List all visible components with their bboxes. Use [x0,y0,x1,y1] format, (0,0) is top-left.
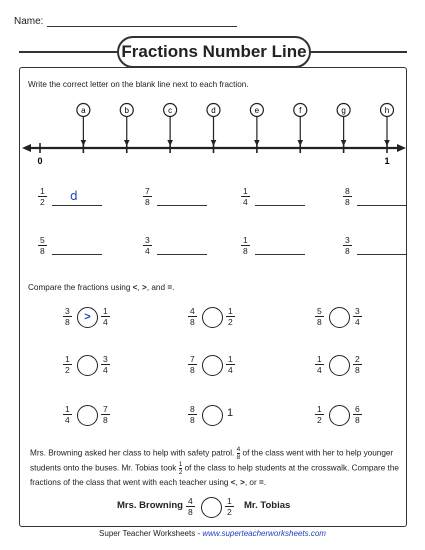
answer-blank[interactable] [255,253,305,255]
name-row [14,16,237,27]
numerator: 1 [103,306,108,316]
numerator: 4 [236,446,241,453]
arrowhead-icon [124,140,130,146]
equals-symbol: = [167,283,173,292]
arrowhead-icon [341,140,347,146]
fraction-item [241,235,250,256]
numerator: 3 [65,306,70,316]
word-problem [30,446,400,489]
answer-blank[interactable] [357,253,407,255]
arrowhead-icon [384,140,390,146]
denominator: 4 [355,317,360,327]
left-fraction [315,354,324,375]
denominator: 4 [317,365,322,375]
numerator: 4 [190,306,195,316]
letter-label-a: a [81,106,86,115]
denominator: 2 [228,317,233,327]
denominator: 8 [355,415,360,425]
numerator: 5 [317,306,322,316]
period: . [172,283,175,292]
label-zero: 0 [37,156,43,166]
denominator: 8 [190,415,195,425]
denominator: 8 [190,365,195,375]
numerator: 1 [243,186,248,196]
answer-blank[interactable] [255,204,305,206]
compare-circle[interactable] [77,405,98,426]
compare-circle[interactable] [202,405,223,426]
compare-circle[interactable] [202,307,223,328]
part1-instruction: Write the correct letter on the blank line next to each fraction. [28,80,249,89]
footer-link[interactable]: www.superteacherworksheets.com [202,529,326,538]
numerator: 5 [40,235,45,245]
left-fraction [63,404,72,425]
arrowhead-icon [297,140,303,146]
worksheet-title: Fractions Number Line [117,36,311,68]
answer-blank[interactable] [52,253,102,255]
numerator: 4 [188,496,193,506]
numerator: 3 [345,235,350,245]
denominator: 2 [178,469,183,476]
numerator: 7 [145,186,150,196]
right-fraction [226,354,235,375]
letter-label-c: c [168,106,173,115]
answer-blank[interactable] [52,204,102,206]
fraction-item [241,186,250,207]
numerator: 1 [178,461,183,468]
left-fraction [315,404,324,425]
numerator: 1 [65,354,70,364]
denominator: 8 [65,317,70,327]
letter-label-h: h [384,106,390,115]
numerator: 1 [65,404,70,414]
denominator: 4 [103,365,108,375]
footer-brand: Super Teacher Worksheets - [99,529,203,538]
denominator: 4 [145,246,150,256]
compare-circle[interactable] [202,355,223,376]
mr-tobias-label: Mr. Tobias [244,500,291,511]
right-fraction [101,404,110,425]
letter-label-g: g [341,106,346,115]
denominator: 8 [190,317,195,327]
part2-instruction [28,283,174,292]
denominator: 4 [243,197,248,207]
right-fraction [101,354,110,375]
arrowhead-icon [211,140,217,146]
fraction-four-eighths [237,446,241,461]
separator: , or [244,478,259,487]
letter-label-d: d [211,106,216,115]
footer [0,529,425,538]
denominator: 2 [317,415,322,425]
letter-label-b: b [124,106,129,115]
less-than-symbol: < [230,478,236,487]
left-fraction [188,306,197,327]
name-field[interactable] [47,16,237,27]
numerator: 7 [190,354,195,364]
left-fraction [188,354,197,375]
numerator: 6 [355,404,360,414]
denominator: 8 [317,317,322,327]
left-arrow-icon [22,144,31,152]
separator: , [137,283,143,292]
tobias-fraction [225,496,234,517]
denominator: 8 [345,246,350,256]
letter-label-f: f [299,106,302,115]
fraction-one-half [179,461,183,476]
answer-circle[interactable] [201,497,222,518]
left-fraction [188,404,197,425]
denominator: 8 [355,365,360,375]
answer-blank[interactable] [357,204,407,206]
denominator: 8 [188,507,193,517]
fraction-item [143,186,152,207]
denominator: 2 [65,365,70,375]
label-one: 1 [384,156,390,166]
separator: , [235,478,241,487]
browning-fraction [186,496,195,517]
arrowhead-icon [254,140,260,146]
equals-symbol: = [258,478,264,487]
part2-instruction-text: Compare the fractions using [28,283,133,292]
period: . [263,478,267,487]
numerator: 1 [228,354,233,364]
letter-label-e: e [254,106,260,115]
denominator: 2 [227,507,232,517]
numerator: 2 [355,354,360,364]
fraction-item [343,235,352,256]
denominator: 8 [40,246,45,256]
numerator: 3 [103,354,108,364]
numerator: 1 [40,186,45,196]
compare-circle[interactable] [329,405,350,426]
numerator: 1 [317,354,322,364]
right-fraction [101,306,110,327]
numerator: 8 [345,186,350,196]
number-line [0,98,425,168]
denominator: 2 [40,197,45,207]
compare-circle[interactable]: > [77,307,98,328]
right-fraction [353,354,362,375]
denominator: 8 [345,197,350,207]
word-problem-text-2: of the class went with her to help younger students onto the buses. Mr. Tobias took [30,448,394,473]
left-fraction [63,354,72,375]
numerator: 8 [190,404,195,414]
word-problem-text-1: Mrs. Browning asked her class to help with safety patrol. [30,448,235,458]
compare-circle[interactable] [329,355,350,376]
denominator: 4 [228,365,233,375]
greater-than-symbol: > [240,478,245,487]
right-arrow-icon [397,144,406,152]
right-whole-number: 1 [227,407,234,419]
greater-than-symbol: > [142,283,147,292]
answer-blank[interactable] [157,204,207,206]
denominator: 8 [243,246,248,256]
numerator: 3 [355,306,360,316]
denominator: 4 [65,415,70,425]
right-fraction [226,306,235,327]
numerator: 1 [228,306,233,316]
right-fraction [353,404,362,425]
compare-circle[interactable] [329,307,350,328]
arrowhead-icon [167,140,173,146]
arrowhead-icon [81,140,87,146]
numerator: 1 [317,404,322,414]
right-fraction [353,306,362,327]
denominator: 4 [103,317,108,327]
separator: , and [146,283,168,292]
left-fraction [63,306,72,327]
answer-blank[interactable] [157,253,207,255]
fraction-item [343,186,352,207]
word-problem-text-3: of the class to help students at the crosswalk. Compare the fractions of the class that went with each teacher using [30,463,399,487]
numerator: 7 [103,404,108,414]
less-than-symbol: < [132,283,138,292]
mrs-browning-label: Mrs. Browning [117,500,183,511]
fraction-item [38,235,47,256]
denominator: 8 [103,415,108,425]
compare-circle[interactable] [77,355,98,376]
answer-text: d [70,189,78,203]
name-label: Name: [14,16,44,27]
fraction-item [38,186,47,207]
left-fraction [315,306,324,327]
numerator: 1 [227,496,232,506]
fraction-item [143,235,152,256]
numerator: 1 [243,235,248,245]
numerator: 3 [145,235,150,245]
denominator: 8 [145,197,150,207]
denominator: 8 [236,454,241,461]
